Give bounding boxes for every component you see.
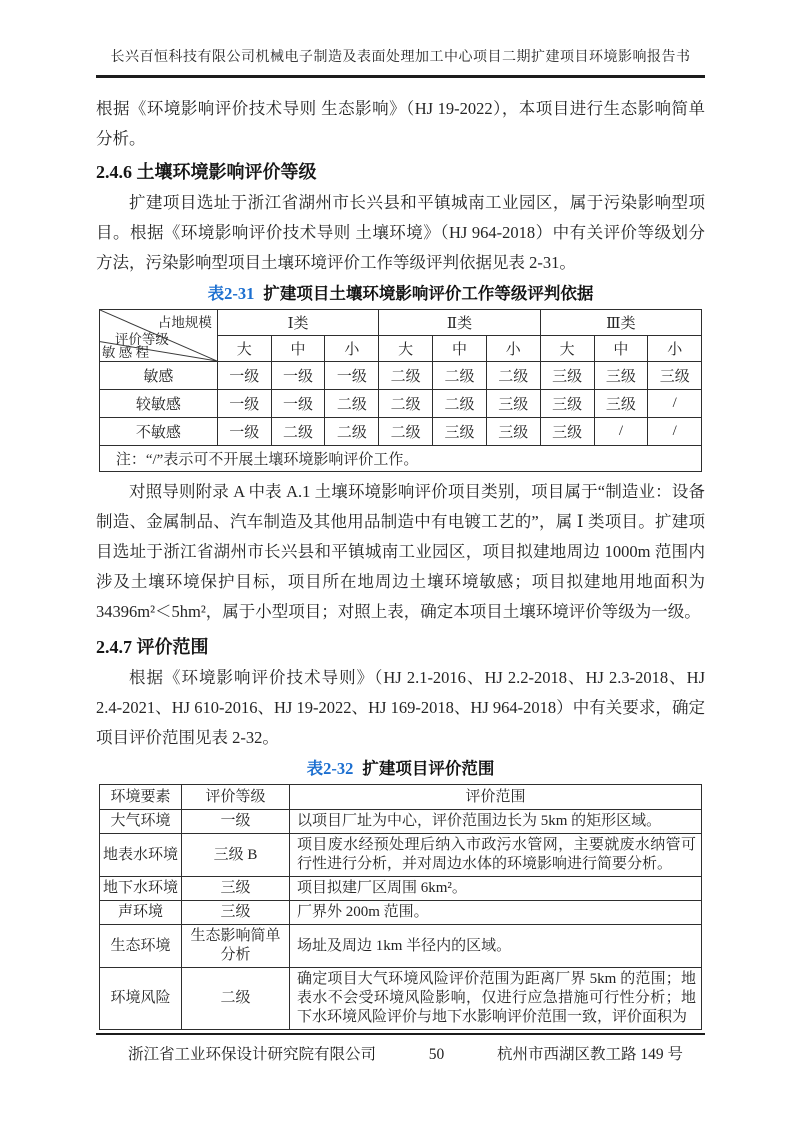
grade-cell: 二级: [182, 968, 290, 1030]
table-2-32-caption-text: 扩建项目评价范围: [362, 759, 495, 778]
section-heading-2-4-7: 2.4.7 评价范围: [96, 637, 209, 657]
element-cell: 地下水环境: [100, 877, 182, 901]
table-row-air: [100, 810, 702, 834]
grade-cell: 三级 B: [182, 834, 290, 877]
grade-cell: 一级: [271, 362, 325, 390]
table-row-sensitive: [99, 362, 701, 390]
element-cell: 地表水环境: [100, 834, 182, 877]
element-cell: 声环境: [100, 901, 182, 925]
diagonal-corner-cell: [99, 310, 217, 362]
size-header: 中: [594, 336, 648, 362]
grade-cell: 一级: [217, 390, 271, 418]
paragraph-scope-basis: 根据《环境影响评价技术导则》（HJ 2.1-2016、HJ 2.2-2018、HJ 2.3-2018、HJ 2.4-2021、HJ 610-2016、HJ 19-2022、HJ 169-2018、HJ 964-2018）中有关要求，确定项目评价范围见表 2-32。: [96, 668, 705, 747]
table-row-ecology: [100, 925, 702, 968]
grade-cell: /: [648, 390, 702, 418]
element-cell: 环境风险: [100, 968, 182, 1030]
grade-cell: 二级: [271, 418, 325, 446]
table-row-not-sensitive: [99, 418, 701, 446]
column-header-grade: 评价等级: [182, 785, 290, 810]
size-header: 小: [325, 336, 379, 362]
range-cell: 确定项目大气环境风险评价范围为距离厂界 5km 的范围；地表水不会受环境风险影响，仅进行应急措施可行性分析；地下水环境风险评价与地下水影响评价范围一致，评价面积为: [290, 968, 702, 1030]
column-header-element: 环境要素: [100, 785, 182, 810]
grade-cell: /: [648, 418, 702, 446]
paragraph-eco-impact: 根据《环境影响评价技术导则 生态影响》（HJ 19-2022），本项目进行生态影响简单分析。: [96, 99, 705, 148]
size-header: 大: [540, 336, 594, 362]
grade-cell: 二级: [379, 362, 433, 390]
table-row-groundwater: [100, 877, 702, 901]
table-header-row: [100, 785, 702, 810]
range-cell: 厂界外 200m 范围。: [290, 901, 702, 925]
evaluation-scope-table: [99, 784, 702, 1030]
grade-cell: 三级: [594, 362, 648, 390]
grade-cell: /: [594, 418, 648, 446]
paragraph-soil-category: 对照导则附录 A 中表 A.1 土壤环境影响评价项目类别，项目属于“制造业：设备制造、金属制品、汽车制造及其他用品制造中有电镀工艺的”，属 Ⅰ 类项目。扩建项目选址于浙江省湖州市长兴县和平镇城南工业园区，项目拟建地周边 1000m 范围内涉及土壤环境保护目标，项目所在地周边土壤环境敏感；项目拟建地用地面积为 34396m²＜5hm²，属于小型项目；对照上表，确定本项目土壤环境评价等级为一级。: [96, 482, 705, 621]
table-note-row: [99, 446, 701, 472]
grade-cell: 一级: [182, 810, 290, 834]
grade-cell: 二级: [486, 362, 540, 390]
size-header: 大: [379, 336, 433, 362]
grade-cell: 二级: [433, 390, 487, 418]
table-row-noise: [100, 901, 702, 925]
size-header: 中: [271, 336, 325, 362]
element-cell: 生态环境: [100, 925, 182, 968]
grade-cell: 一级: [271, 390, 325, 418]
grade-cell: 二级: [379, 418, 433, 446]
page-footer: [96, 1033, 705, 1064]
group-header-class1: Ⅰ类: [217, 310, 378, 336]
grade-cell: 生态影响简单分析: [182, 925, 290, 968]
grade-cell: 三级: [433, 418, 487, 446]
size-header: 小: [486, 336, 540, 362]
table-row-moderately-sensitive: [99, 390, 701, 418]
size-header: 中: [433, 336, 487, 362]
range-cell: 场址及周边 1km 半径内的区域。: [290, 925, 702, 968]
grade-cell: 二级: [325, 418, 379, 446]
table-2-31-caption-text: 扩建项目土壤环境影响评价工作等级评判依据: [263, 284, 594, 303]
row-label: 敏感: [99, 362, 217, 390]
group-header-class3: Ⅲ类: [540, 310, 701, 336]
grade-cell: 三级: [182, 901, 290, 925]
grade-cell: 三级: [540, 418, 594, 446]
grade-cell: 一级: [325, 362, 379, 390]
table-2-32-caption: [96, 757, 705, 781]
table-2-32-caption-label: 表2-32: [306, 759, 354, 778]
row-label: 不敏感: [99, 418, 217, 446]
group-header-class2: Ⅱ类: [379, 310, 540, 336]
grade-cell: 一级: [217, 362, 271, 390]
size-header: 小: [648, 336, 702, 362]
grade-cell: 三级: [182, 877, 290, 901]
grade-cell: 三级: [594, 390, 648, 418]
header-title: 长兴百恒科技有限公司机械电子制造及表面处理加工中心项目二期扩建项目环境影响报告书: [110, 50, 691, 65]
element-cell: 大气环境: [100, 810, 182, 834]
corner-label-grade: 评价等级: [114, 332, 169, 347]
grade-cell: 二级: [433, 362, 487, 390]
footer-page-number: 50: [428, 1046, 445, 1063]
row-label: 较敏感: [99, 390, 217, 418]
table-2-31-caption-label: 表2-31: [207, 284, 255, 303]
grade-cell: 三级: [486, 418, 540, 446]
grade-cell: 二级: [379, 390, 433, 418]
range-cell: 项目拟建厂区周围 6km²。: [290, 877, 702, 901]
grade-cell: 三级: [540, 390, 594, 418]
grade-cell: 三级: [648, 362, 702, 390]
table-note: 注：“/”表示可不开展土壤环境影响评价工作。: [99, 446, 701, 472]
footer-address: 杭州市西湖区教工路 149 号: [496, 1046, 683, 1063]
table-row-environmental-risk: [100, 968, 702, 1030]
range-cell: 以项目厂址为中心，评价范围边长为 5km 的矩形区域。: [290, 810, 702, 834]
grade-cell: 二级: [325, 390, 379, 418]
table-2-31-caption: [96, 282, 705, 306]
corner-label-land-scale: 占地规模: [157, 315, 212, 330]
footer-company: 浙江省工业环保设计研究院有限公司: [128, 1046, 377, 1063]
column-header-range: 评价范围: [290, 785, 702, 810]
size-header: 大: [217, 336, 271, 362]
page-header: [96, 46, 705, 78]
grade-cell: 三级: [540, 362, 594, 390]
grade-cell: 三级: [486, 390, 540, 418]
corner-label-sensitivity: 敏 感 程: [101, 345, 150, 360]
grade-cell: 一级: [217, 418, 271, 446]
paragraph-soil-grade-basis: 扩建项目选址于浙江省湖州市长兴县和平镇城南工业园区，属于污染影响型项目。根据《环境影响评价技术导则 土壤环境》（HJ 964-2018）中有关评价等级划分方法，污染影响型项目土壤环境评价工作等级评判依据见表 2-31。: [96, 193, 705, 272]
table-row-surface-water: [100, 834, 702, 877]
soil-grade-table: [99, 309, 702, 472]
range-cell: 项目废水经预处理后纳入市政污水管网，主要就废水纳管可行性进行分析，并对周边水体的环境影响进行简要分析。: [290, 834, 702, 877]
section-heading-2-4-6: 2.4.6 土壤环境影响评价等级: [96, 162, 317, 182]
